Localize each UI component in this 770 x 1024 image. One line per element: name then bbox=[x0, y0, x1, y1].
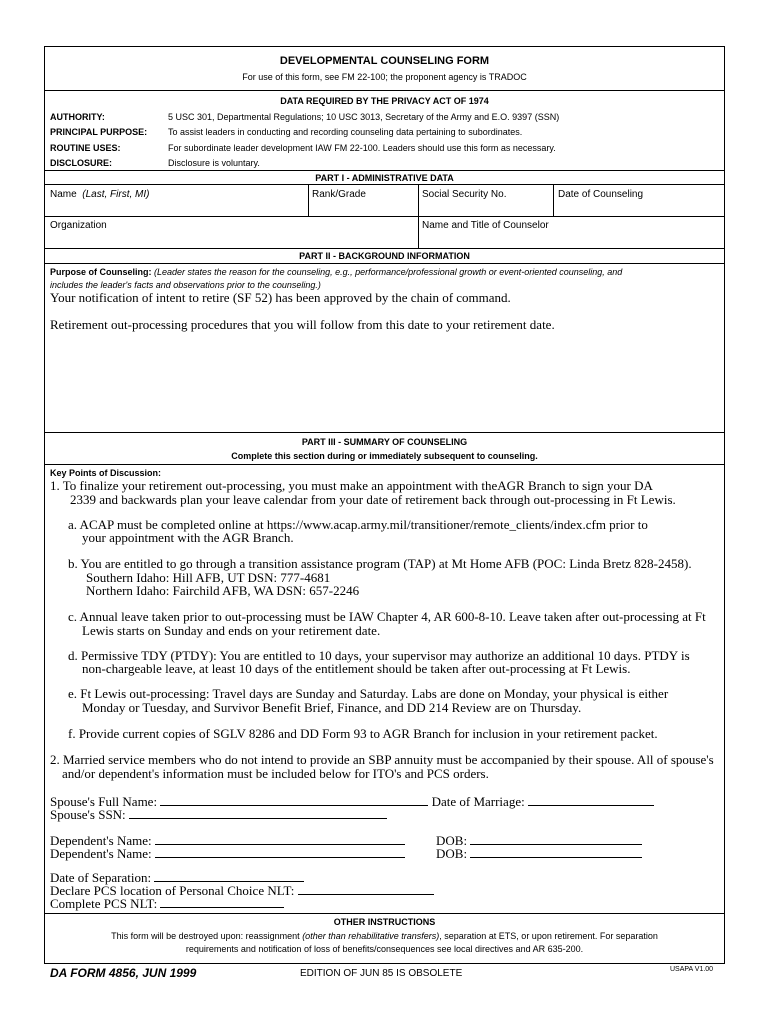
authority-label: AUTHORITY: bbox=[50, 112, 105, 122]
part3-subheading: Complete this section during or immediately subsequent to counseling. bbox=[231, 451, 538, 461]
form-title: DEVELOPMENTAL COUNSELING FORM bbox=[279, 55, 490, 67]
divider bbox=[308, 184, 309, 216]
part3-heading: PART III - SUMMARY OF COUNSELING bbox=[301, 437, 468, 447]
dependent-1-label: Dependent's Name: bbox=[50, 833, 152, 848]
divider bbox=[44, 432, 725, 433]
dob-1-field[interactable] bbox=[470, 832, 642, 845]
declare-pcs-field[interactable] bbox=[298, 882, 434, 895]
divider bbox=[44, 464, 725, 465]
other-instructions-text-cont: , separation at ETS, or upon retirement. For separation bbox=[439, 931, 658, 941]
other-instructions-line-1 bbox=[44, 931, 725, 941]
purpose-of-counseling bbox=[50, 267, 720, 277]
declare-pcs-label: Declare PCS location of Personal Choice NLT: bbox=[50, 883, 295, 898]
other-instructions-italic: (other than rehabilitative transfers) bbox=[302, 931, 440, 941]
purpose-hint: (Leader states the reason for the counseling, e.g., performance/professional growth or event-oriented counseling, and bbox=[154, 267, 623, 277]
divider bbox=[44, 913, 725, 914]
complete-pcs-field[interactable] bbox=[160, 895, 284, 908]
part1-heading: PART I - ADMINISTRATIVE DATA bbox=[315, 173, 454, 183]
point-e-line-1: e. Ft Lewis out-processing: Travel days are Sunday and Saturday. Labs are done on Monday, your physical is either bbox=[68, 686, 669, 701]
point-b-line-3: Northern Idaho: Fairchild AFB, WA DSN: 657-2246 bbox=[86, 583, 360, 598]
routine-uses-label: ROUTINE USES: bbox=[50, 143, 121, 153]
purpose-line-1: Your notification of intent to retire (SF 52) has been approved by the chain of command. bbox=[50, 290, 511, 305]
authority-text: 5 USC 301, Departmental Regulations; 10 USC 3013, Secretary of the Army and E.O. 9397 (SSN) bbox=[168, 112, 560, 122]
divider bbox=[44, 263, 725, 264]
point-e-line-2: Monday or Tuesday, and Survivor Benefit Brief, Finance, and DD 214 Review are on Thursday. bbox=[82, 700, 582, 715]
counselor-label: Name and Title of Counselor bbox=[422, 220, 549, 231]
name-label: Name bbox=[50, 189, 77, 200]
privacy-heading: DATA REQUIRED BY THE PRIVACY ACT OF 1974 bbox=[280, 96, 489, 106]
disclosure-label: DISCLOSURE: bbox=[50, 158, 113, 168]
spouse-name-label: Spouse's Full Name: bbox=[50, 794, 158, 809]
dependent-2-field[interactable] bbox=[155, 845, 405, 858]
name-field-label bbox=[50, 189, 149, 200]
point-a-line-1: a. ACAP must be completed online at https://www.acap.army.mil/transitioner/remote_clients/index.cfm prior to bbox=[68, 517, 648, 532]
complete-pcs-label: Complete PCS NLT: bbox=[50, 896, 158, 911]
spouse-ssn-field[interactable] bbox=[129, 806, 387, 819]
routine-uses-text: For subordinate leader development IAW FM 22-100. Leaders should use this form as necessary. bbox=[168, 143, 556, 153]
point-b-line-1: b. You are entitled to go through a transition assistance program (TAP) at Mt Home AFB (POC: Linda Bretz 828-2458). bbox=[68, 556, 692, 571]
point-d-line-1: d. Permissive TDY (PTDY): You are entitled to 10 days, your supervisor may authorize an additional 10 days. PTDY is bbox=[68, 648, 690, 663]
purpose-text: To assist leaders in conducting and recording counseling data pertaining to subordinates. bbox=[168, 127, 523, 137]
point-2-line-1: 2. Married service members who do not intend to provide an SBP annuity must be accompanied by their spouse. All of spouse's bbox=[50, 752, 714, 767]
point-a-line-2: your appointment with the AGR Branch. bbox=[82, 530, 294, 545]
disclosure-text: Disclosure is voluntary. bbox=[168, 158, 260, 168]
part2-heading: PART II - BACKGROUND INFORMATION bbox=[299, 251, 470, 261]
divider bbox=[553, 184, 554, 216]
organization-label: Organization bbox=[50, 220, 107, 231]
date-of-separation-field[interactable] bbox=[154, 869, 304, 882]
dob-2-label: DOB: bbox=[436, 846, 468, 861]
other-instructions-text: This form will be destroyed upon: reassignment bbox=[111, 931, 303, 941]
dependent-2-label: Dependent's Name: bbox=[50, 846, 152, 861]
spouse-ssn-label: Spouse's SSN: bbox=[50, 807, 126, 822]
ssn-label: Social Security No. bbox=[422, 189, 507, 200]
point-2-line-2: and/or dependent's information must be included below for ITO's and PCS orders. bbox=[62, 766, 489, 781]
point-d-line-2: non-chargeable leave, at least 10 days of the entitlement should be taken after out-processing at Ft Lewis. bbox=[82, 661, 631, 676]
spouse-ssn-row bbox=[50, 806, 387, 822]
form-subtitle: For use of this form, see FM 22-100; the proponent agency is TRADOC bbox=[242, 72, 527, 82]
point-c-line-1: c. Annual leave taken prior to out-processing must be IAW Chapter 4, AR 600-8-10. Leave taken after out-processing at Ft bbox=[68, 609, 706, 624]
date-of-separation-label: Date of Separation: bbox=[50, 870, 152, 885]
name-hint: (Last, First, MI) bbox=[82, 189, 150, 200]
dependent-2-row bbox=[50, 845, 405, 861]
purpose-of-counseling-label: Purpose of Counseling: bbox=[50, 267, 152, 277]
divider bbox=[44, 90, 725, 91]
purpose-label: PRINCIPAL PURPOSE: bbox=[50, 127, 148, 137]
divider bbox=[44, 184, 725, 185]
point-f-line-1: f. Provide current copies of SGLV 8286 and DD Form 93 to AGR Branch for inclusion in your retirement packet. bbox=[68, 726, 658, 741]
usapa-version: USAPA V1.00 bbox=[670, 966, 714, 973]
date-of-marriage-label: Date of Marriage: bbox=[431, 794, 525, 809]
form-number: DA FORM 4856, JUN 1999 bbox=[50, 966, 197, 980]
dob-2-field[interactable] bbox=[470, 845, 642, 858]
complete-pcs-row bbox=[50, 895, 284, 911]
spouse-name-field[interactable] bbox=[160, 793, 428, 806]
dob-2-row bbox=[436, 845, 642, 861]
point-c-line-2: Lewis starts on Sunday and ends on your retirement date. bbox=[82, 623, 381, 638]
dependent-1-field[interactable] bbox=[155, 832, 405, 845]
date-of-marriage-field[interactable] bbox=[528, 793, 654, 806]
point-1-line-1: 1. To finalize your retirement out-processing, you must make an appointment with theAGR Branch to sign your DA bbox=[50, 478, 653, 493]
dob-1-label: DOB: bbox=[436, 833, 468, 848]
point-1-line-2: 2339 and backwards plan your leave calendar from your date of retirement back through out-processing in Ft Lewis. bbox=[70, 492, 676, 507]
key-points-label: Key Points of Discussion: bbox=[50, 468, 162, 478]
point-b-line-2: Southern Idaho: Hill AFB, UT DSN: 777-4681 bbox=[86, 570, 331, 585]
edition-note: EDITION OF JUN 85 IS OBSOLETE bbox=[300, 968, 463, 979]
divider bbox=[44, 216, 725, 217]
divider bbox=[44, 170, 725, 171]
rank-grade-label: Rank/Grade bbox=[312, 189, 366, 200]
other-instructions-line-2: requirements and notification of loss of benefits/consequences see local directives and AR 635-200. bbox=[185, 944, 584, 954]
purpose-line-2: Retirement out-processing procedures that you will follow from this date to your retirement date. bbox=[50, 317, 555, 332]
divider bbox=[44, 248, 725, 249]
date-of-counseling-label: Date of Counseling bbox=[558, 189, 644, 200]
other-instructions-heading: OTHER INSTRUCTIONS bbox=[333, 917, 436, 927]
purpose-hint-cont: includes the leader's facts and observations prior to the counseling.) bbox=[50, 280, 321, 290]
